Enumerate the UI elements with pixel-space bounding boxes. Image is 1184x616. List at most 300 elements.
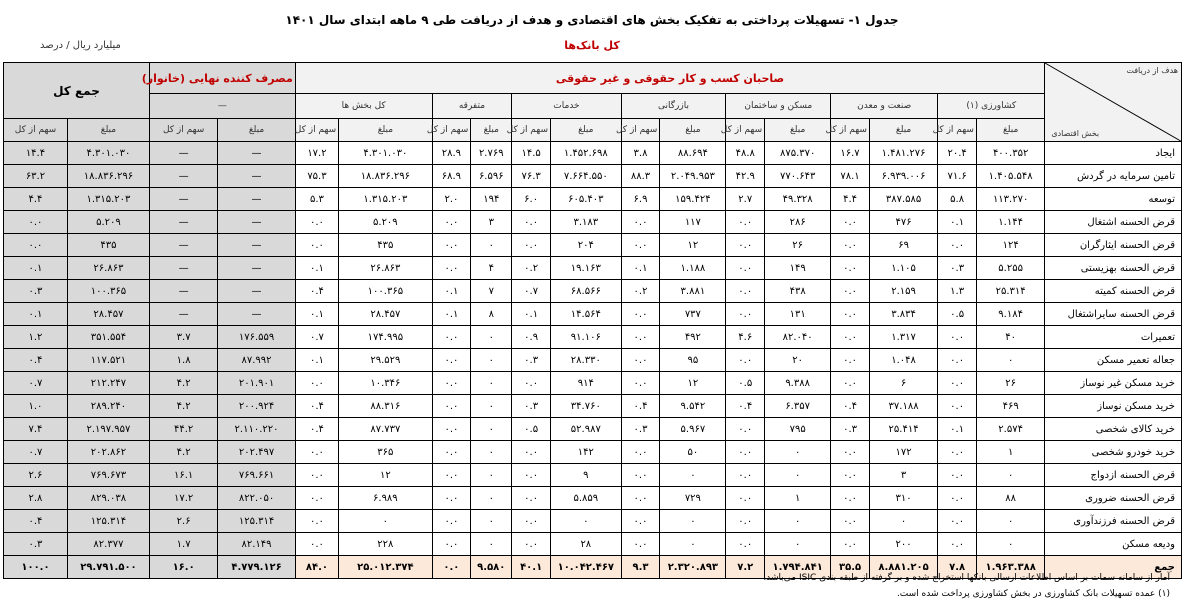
- share-header: سهم از کل: [4, 119, 68, 142]
- amount-cell: ۲.۱۵۹: [869, 280, 937, 303]
- amount-cell: ۱۷۲: [869, 441, 937, 464]
- amount-cell: ۰: [551, 510, 622, 533]
- share-cell: ۰.۰: [726, 418, 765, 441]
- amount-cell: ۸۷.۹۹۲: [218, 349, 295, 372]
- table-row: [4, 165, 1182, 188]
- share-cell: ۰.۱: [938, 211, 977, 234]
- group-total-header: جمع کل: [4, 63, 150, 119]
- share-cell: —: [149, 142, 217, 165]
- table-row: [4, 257, 1182, 280]
- share-cell: ۰.۰: [621, 372, 660, 395]
- share-cell: ۲.۸: [4, 487, 68, 510]
- share-cell: ۱.۰: [4, 395, 68, 418]
- share-cell: ۵.۸: [938, 188, 977, 211]
- share-header: سهم از کل: [726, 119, 765, 142]
- amount-cell: ۲۸.۴۵۷: [67, 303, 149, 326]
- share-cell: ۰.۰: [726, 510, 765, 533]
- share-cell: ۰.۰: [432, 464, 471, 487]
- share-cell: ۰.۰: [621, 487, 660, 510]
- amount-cell: ۵۰: [660, 441, 726, 464]
- share-cell: —: [149, 165, 217, 188]
- amount-cell: —: [218, 280, 295, 303]
- amount-header: مبلغ: [67, 119, 149, 142]
- amount-cell: ۰: [471, 372, 512, 395]
- amount-cell: ۲۰۰: [869, 533, 937, 556]
- amount-cell: ۴.۳۰۱.۰۳۰: [339, 142, 432, 165]
- amount-header: مبلغ: [551, 119, 622, 142]
- corner-bottom-label: هدف از دریافت: [1126, 66, 1178, 75]
- amount-cell: ۰: [471, 395, 512, 418]
- share-cell: ۰.۰: [295, 211, 338, 234]
- share-cell: ۰.۰: [831, 257, 870, 280]
- amount-cell: ۰: [471, 418, 512, 441]
- amount-cell: ۰: [765, 441, 831, 464]
- share-cell: ۰.۷: [4, 441, 68, 464]
- amount-cell: ۴.۳۰۱.۰۳۰: [67, 142, 149, 165]
- amount-header: مبلغ: [339, 119, 432, 142]
- amount-cell: ۲۸.۴۵۷: [339, 303, 432, 326]
- amount-cell: ۲۸: [551, 533, 622, 556]
- share-cell: ۰.۰: [831, 211, 870, 234]
- row-label: قرض الحسنه ایثارگران: [1045, 234, 1182, 257]
- amount-cell: ۹: [551, 464, 622, 487]
- share-cell: ۰.۰: [432, 211, 471, 234]
- share-cell: ۴.۶: [726, 326, 765, 349]
- share-cell: ۰.۰: [621, 464, 660, 487]
- loans-table: [3, 62, 1182, 579]
- share-cell: ۰.۱: [512, 303, 551, 326]
- amount-cell: ۱.۴۸۱.۲۷۶: [869, 142, 937, 165]
- share-cell: ۷۵.۳: [295, 165, 338, 188]
- amount-cell: ۲.۱۹۷.۹۵۷: [67, 418, 149, 441]
- share-cell: ۰.۰: [4, 234, 68, 257]
- amount-cell: ۲۱۲.۲۴۷: [67, 372, 149, 395]
- table-row: [4, 326, 1182, 349]
- amount-header: مبلغ: [218, 119, 295, 142]
- row-label: ایجاد: [1045, 142, 1182, 165]
- share-cell: ۰.۰: [295, 510, 338, 533]
- amount-cell: ۰: [471, 326, 512, 349]
- amount-cell: ۰: [339, 510, 432, 533]
- amount-cell: ۵.۲۰۹: [339, 211, 432, 234]
- share-cell: ۰.۰: [938, 533, 977, 556]
- share-cell: ۴.۴: [831, 188, 870, 211]
- share-cell: ۰.۳: [831, 418, 870, 441]
- amount-cell: ۷۷۰.۶۴۳: [765, 165, 831, 188]
- share-cell: —: [149, 234, 217, 257]
- amount-cell: ۲۸۹.۲۴۰: [67, 395, 149, 418]
- share-cell: ۸۸.۳: [621, 165, 660, 188]
- share-cell: ۴.۲: [149, 441, 217, 464]
- share-cell: ۰.۰: [432, 441, 471, 464]
- amount-cell: ۹۱۴: [551, 372, 622, 395]
- amount-cell: ۲۵.۳۱۴: [976, 280, 1044, 303]
- share-cell: ۰.۰: [512, 211, 551, 234]
- amount-cell: ۱۲: [339, 464, 432, 487]
- corner-top-label: بخش اقتصادی: [1051, 129, 1100, 138]
- share-cell: ۰.۴: [4, 349, 68, 372]
- row-label: قرض الحسنه سایراشتغال: [1045, 303, 1182, 326]
- amount-cell: ۱.۴۵۲.۶۹۸: [551, 142, 622, 165]
- row-label: تامین سرمایه در گردش: [1045, 165, 1182, 188]
- consumer-dash-header: —: [149, 94, 295, 119]
- share-cell: ۰.۰: [512, 441, 551, 464]
- amount-cell: ۲.۷۶۹: [471, 142, 512, 165]
- share-cell: ۰.۰: [295, 441, 338, 464]
- amount-cell: ۷۶۹.۶۷۳: [67, 464, 149, 487]
- share-cell: ۰.۰: [938, 326, 977, 349]
- share-cell: ۰.۰: [831, 464, 870, 487]
- share-cell: ۰.۰: [621, 533, 660, 556]
- share-cell: ۰.۰: [295, 487, 338, 510]
- share-cell: ۰.۰: [938, 487, 977, 510]
- table-subtitle: کل بانک‌ها: [564, 39, 620, 52]
- share-header: سهم از کل: [938, 119, 977, 142]
- amount-cell: ۰: [976, 464, 1044, 487]
- share-cell: ۰.۱: [432, 303, 471, 326]
- share-cell: ۰.۳: [621, 418, 660, 441]
- amount-cell: ۰: [471, 349, 512, 372]
- amount-cell: ۹.۵۴۲: [660, 395, 726, 418]
- amount-cell: ۱.۳۱۵.۲۰۳: [339, 188, 432, 211]
- amount-cell: ۴۳۵: [339, 234, 432, 257]
- table-row: [4, 349, 1182, 372]
- amount-cell: ۲۰۲.۴۹۷: [218, 441, 295, 464]
- amount-cell: ۴۳۵: [67, 234, 149, 257]
- table-row: [4, 142, 1182, 165]
- amount-cell: ۲۸.۳۳۰: [551, 349, 622, 372]
- amount-cell: ۳۶۵: [339, 441, 432, 464]
- share-cell: ۰.۰: [726, 257, 765, 280]
- share-cell: ۰.۰: [512, 510, 551, 533]
- amount-cell: ۱۰۰.۳۶۵: [339, 280, 432, 303]
- sector-header: کل بخش ها: [295, 94, 432, 119]
- amount-cell: ۵۲.۹۸۷: [551, 418, 622, 441]
- amount-cell: ۲۶: [765, 234, 831, 257]
- share-cell: ۰.۰: [295, 464, 338, 487]
- amount-cell: ۸.۸۸۱.۲۰۵: [869, 556, 937, 579]
- amount-cell: ۲.۳۲۰.۸۹۳: [660, 556, 726, 579]
- amount-cell: ۲۹.۵۲۹: [339, 349, 432, 372]
- share-cell: ۵.۳: [295, 188, 338, 211]
- amount-cell: —: [218, 211, 295, 234]
- share-cell: ۱.۲: [4, 326, 68, 349]
- share-cell: ۰.۰: [831, 234, 870, 257]
- sector-header: صنعت و معدن: [831, 94, 938, 119]
- row-label: قرض الحسنه ضروری: [1045, 487, 1182, 510]
- footnote-source: آمار از سامانه سمات بر اساس اطلاعات ارسالی بانکها استخراج شده و بر گرفته از طبقه بندی ISIC می‌باشد.: [763, 573, 1170, 583]
- share-cell: ۰.۱: [295, 349, 338, 372]
- amount-cell: ۱.۳۱۵.۲۰۳: [67, 188, 149, 211]
- amount-cell: ۰: [660, 464, 726, 487]
- amount-cell: ۹۱.۱۰۶: [551, 326, 622, 349]
- amount-cell: ۴۳۸: [765, 280, 831, 303]
- amount-cell: ۳۵۱.۵۵۴: [67, 326, 149, 349]
- amount-cell: ۴۹.۳۲۸: [765, 188, 831, 211]
- amount-cell: ۰: [765, 533, 831, 556]
- share-cell: ۰.۰: [831, 533, 870, 556]
- amount-cell: ۰: [471, 441, 512, 464]
- share-cell: —: [149, 303, 217, 326]
- share-cell: ۰.۰: [432, 395, 471, 418]
- amount-cell: ۲۲۸: [339, 533, 432, 556]
- share-cell: ۰.۱: [4, 303, 68, 326]
- share-cell: ۰.۵: [512, 418, 551, 441]
- amount-cell: ۱۷۴.۹۹۵: [339, 326, 432, 349]
- share-cell: ۰.۴: [295, 395, 338, 418]
- share-cell: ۰.۴: [295, 280, 338, 303]
- share-cell: ۰.۰: [432, 556, 471, 579]
- share-cell: ۰.۰: [621, 211, 660, 234]
- amount-cell: ۱۹۴: [471, 188, 512, 211]
- share-cell: ۰.۹: [512, 326, 551, 349]
- share-cell: ۰.۰: [621, 510, 660, 533]
- share-cell: ۰.۰: [432, 418, 471, 441]
- row-label: جعاله تعمیر مسکن: [1045, 349, 1182, 372]
- amount-cell: ۸۲.۰۴۰: [765, 326, 831, 349]
- share-cell: ۴.۴: [4, 188, 68, 211]
- share-cell: ۰.۰: [432, 349, 471, 372]
- amount-cell: ۱.۹۶۳.۳۸۸: [976, 556, 1044, 579]
- amount-cell: ۱۲: [660, 234, 726, 257]
- amount-cell: ۰: [660, 510, 726, 533]
- amount-cell: ۰: [471, 234, 512, 257]
- share-cell: ۰.۰: [726, 303, 765, 326]
- share-cell: ۹.۳: [621, 556, 660, 579]
- share-cell: ۰.۰: [726, 211, 765, 234]
- share-cell: ۰.۷: [512, 280, 551, 303]
- row-label: توسعه: [1045, 188, 1182, 211]
- share-cell: ۰.۰: [726, 349, 765, 372]
- share-cell: ۰.۰: [726, 441, 765, 464]
- share-cell: ۰.۰: [831, 349, 870, 372]
- amount-cell: ۱۲: [660, 372, 726, 395]
- amount-cell: ۰: [471, 510, 512, 533]
- row-label: ودیعه مسکن: [1045, 533, 1182, 556]
- share-cell: ۶۸.۹: [432, 165, 471, 188]
- amount-cell: ۱: [976, 441, 1044, 464]
- amount-cell: —: [218, 142, 295, 165]
- amount-cell: ۶.۳۵۷: [765, 395, 831, 418]
- amount-cell: ۱۰۰.۳۶۵: [67, 280, 149, 303]
- sector-header: متفرقه: [432, 94, 512, 119]
- amount-cell: ۱۱۷: [660, 211, 726, 234]
- share-cell: ۸۴.۰: [295, 556, 338, 579]
- amount-cell: ۹.۳۸۸: [765, 372, 831, 395]
- amount-cell: —: [218, 234, 295, 257]
- share-cell: ۰.۰: [938, 372, 977, 395]
- share-cell: ۲.۶: [4, 464, 68, 487]
- row-label: قرض الحسنه کمیته: [1045, 280, 1182, 303]
- amount-cell: ۴۷۶: [869, 211, 937, 234]
- share-cell: ۰.۰: [831, 280, 870, 303]
- amount-cell: ۱.۱۸۸: [660, 257, 726, 280]
- share-header: سهم از کل: [432, 119, 471, 142]
- share-cell: ۰.۰: [432, 510, 471, 533]
- amount-cell: ۲۰۰.۹۲۴: [218, 395, 295, 418]
- amount-cell: ۴.۷۷۹.۱۲۶: [218, 556, 295, 579]
- share-cell: ۰.۰: [726, 280, 765, 303]
- amount-cell: ۲۰: [765, 349, 831, 372]
- amount-cell: ۷۲۹: [660, 487, 726, 510]
- amount-cell: ۹.۵۸۰: [471, 556, 512, 579]
- row-label: جمع: [1045, 556, 1182, 579]
- amount-cell: ۸۷۵.۳۷۰: [765, 142, 831, 165]
- amount-cell: ۰: [471, 464, 512, 487]
- amount-header: مبلغ: [765, 119, 831, 142]
- amount-cell: ۱.۱۴۴: [976, 211, 1044, 234]
- row-label: قرض الحسنه فرزندآوری: [1045, 510, 1182, 533]
- share-cell: ۰.۴: [726, 395, 765, 418]
- share-cell: ۰.۰: [621, 326, 660, 349]
- share-cell: ۱۶.۰: [149, 556, 217, 579]
- share-cell: ۰.۱: [938, 418, 977, 441]
- share-cell: ۰.۰: [432, 372, 471, 395]
- share-cell: —: [149, 280, 217, 303]
- share-cell: ۰.۳: [4, 533, 68, 556]
- table-row: [4, 372, 1182, 395]
- share-cell: —: [149, 211, 217, 234]
- share-cell: ۰.۱: [295, 303, 338, 326]
- share-cell: ۰.۰: [512, 372, 551, 395]
- amount-header: مبلغ: [660, 119, 726, 142]
- table-row: [4, 533, 1182, 556]
- amount-cell: ۸۲۲.۰۵۰: [218, 487, 295, 510]
- share-cell: ۰.۵: [938, 303, 977, 326]
- share-cell: ۰.۱: [4, 257, 68, 280]
- amount-cell: ۱۰.۰۴۲.۴۶۷: [551, 556, 622, 579]
- table-row: [4, 441, 1182, 464]
- amount-cell: ۳۷.۱۸۸: [869, 395, 937, 418]
- share-cell: ۰.۷: [4, 372, 68, 395]
- amount-cell: ۸۸.۳۱۶: [339, 395, 432, 418]
- share-cell: ۰.۰: [4, 211, 68, 234]
- amount-cell: ۲۰۴: [551, 234, 622, 257]
- share-cell: ۰.۰: [432, 487, 471, 510]
- share-cell: ۰.۰: [831, 303, 870, 326]
- share-cell: ۶.۹: [621, 188, 660, 211]
- row-label: خرید مسکن نوساز: [1045, 395, 1182, 418]
- table-row: [4, 234, 1182, 257]
- group-business-header: صاحبان کسب و کار حقوقی و غیر حقوقی: [295, 63, 1045, 94]
- sector-header: مسکن و ساختمان: [726, 94, 831, 119]
- row-label: تعمیرات: [1045, 326, 1182, 349]
- share-cell: ۰.۰: [512, 464, 551, 487]
- amount-cell: ۱۴۲: [551, 441, 622, 464]
- share-cell: ۰.۰: [726, 533, 765, 556]
- share-cell: ۰.۴: [621, 395, 660, 418]
- header-corner: [1045, 63, 1182, 142]
- amount-cell: ۱۴۹: [765, 257, 831, 280]
- table-title: جدول ۱- تسهیلات پرداختی به تفکیک بخش های اقتصادی و هدف از دریافت طی ۹ ماهه ابتدای سال ۱۴۰۱: [285, 13, 899, 27]
- share-cell: ۰.۳: [512, 349, 551, 372]
- amount-cell: ۴۹۲: [660, 326, 726, 349]
- share-cell: ۰.۰: [432, 533, 471, 556]
- share-cell: ۰.۵: [726, 372, 765, 395]
- share-cell: ۰.۰: [432, 326, 471, 349]
- amount-cell: ۸۲.۱۴۹: [218, 533, 295, 556]
- amount-cell: —: [218, 257, 295, 280]
- share-cell: ۴.۲: [149, 395, 217, 418]
- share-cell: ۰.۰: [938, 349, 977, 372]
- amount-cell: ۲۰۱.۹۰۱: [218, 372, 295, 395]
- share-cell: ۱۶.۷: [831, 142, 870, 165]
- sector-header: کشاورزی (۱): [938, 94, 1045, 119]
- amount-cell: ۱.۷۹۴.۸۴۱: [765, 556, 831, 579]
- amount-cell: ۶۰۵.۴۰۳: [551, 188, 622, 211]
- share-cell: ۴۲.۹: [726, 165, 765, 188]
- amount-cell: ۳۱۰: [869, 487, 937, 510]
- amount-cell: ۳.۱۸۳: [551, 211, 622, 234]
- row-label: قرض الحسنه اشتغال: [1045, 211, 1182, 234]
- amount-cell: ۰: [765, 510, 831, 533]
- amount-cell: ۸۸.۶۹۴: [660, 142, 726, 165]
- share-cell: ۰.۰: [938, 441, 977, 464]
- share-cell: ۲.۶: [149, 510, 217, 533]
- share-cell: ۰.۰: [621, 303, 660, 326]
- share-cell: ۰.۲: [512, 257, 551, 280]
- amount-cell: ۸۷.۷۳۷: [339, 418, 432, 441]
- share-cell: ۰.۴: [295, 418, 338, 441]
- share-cell: ۰.۰: [621, 234, 660, 257]
- amount-cell: ۶.۹۸۹: [339, 487, 432, 510]
- amount-cell: ۱.۴۰۵.۵۴۸: [976, 165, 1044, 188]
- share-cell: ۰.۰: [938, 510, 977, 533]
- amount-cell: ۱۹.۱۶۳: [551, 257, 622, 280]
- amount-cell: ۸۲۹.۰۳۸: [67, 487, 149, 510]
- unit-label: میلیارد ریال / درصد: [40, 40, 121, 51]
- share-cell: ۴۰.۱: [512, 556, 551, 579]
- amount-cell: ۲.۱۱۰.۲۲۰: [218, 418, 295, 441]
- amount-cell: ۳: [471, 211, 512, 234]
- share-cell: ۰.۰: [621, 349, 660, 372]
- amount-header: مبلغ: [869, 119, 937, 142]
- amount-cell: ۱۸.۸۳۶.۲۹۶: [67, 165, 149, 188]
- amount-cell: ۲۸۶: [765, 211, 831, 234]
- row-label: قرض الحسنه بهزیستی: [1045, 257, 1182, 280]
- amount-cell: ۱۰.۳۴۶: [339, 372, 432, 395]
- amount-cell: ۰: [765, 464, 831, 487]
- row-label: خرید خودرو شخصی: [1045, 441, 1182, 464]
- amount-cell: ۶: [869, 372, 937, 395]
- share-cell: ۶۳.۲: [4, 165, 68, 188]
- amount-cell: ۳.۸۳۴: [869, 303, 937, 326]
- amount-cell: ۹.۱۸۴: [976, 303, 1044, 326]
- share-cell: ۰.۰: [938, 395, 977, 418]
- amount-cell: ۷۶۹.۶۶۱: [218, 464, 295, 487]
- amount-cell: ۲۰۲.۸۶۲: [67, 441, 149, 464]
- share-cell: ۰.۰: [726, 464, 765, 487]
- share-cell: ۰.۷: [295, 326, 338, 349]
- amount-cell: ۴۶۹: [976, 395, 1044, 418]
- amount-cell: ۲.۰۴۹.۹۵۳: [660, 165, 726, 188]
- share-cell: ۰.۱: [621, 257, 660, 280]
- amount-cell: ۲۶.۸۶۳: [67, 257, 149, 280]
- share-header: سهم از کل: [621, 119, 660, 142]
- amount-cell: ۱۲۵.۳۱۴: [218, 510, 295, 533]
- amount-cell: ۲۶.۸۶۳: [339, 257, 432, 280]
- amount-cell: ۷.۶۶۴.۵۵۰: [551, 165, 622, 188]
- amount-header: مبلغ: [471, 119, 512, 142]
- amount-cell: ۲۵.۴۱۴: [869, 418, 937, 441]
- share-cell: ۰.۳: [4, 280, 68, 303]
- amount-cell: ۵.۲۰۹: [67, 211, 149, 234]
- amount-cell: ۶۸.۵۶۶: [551, 280, 622, 303]
- amount-cell: ۱.۱۰۵: [869, 257, 937, 280]
- amount-cell: ۳: [869, 464, 937, 487]
- amount-cell: ۰: [976, 533, 1044, 556]
- share-cell: ۶.۰: [512, 188, 551, 211]
